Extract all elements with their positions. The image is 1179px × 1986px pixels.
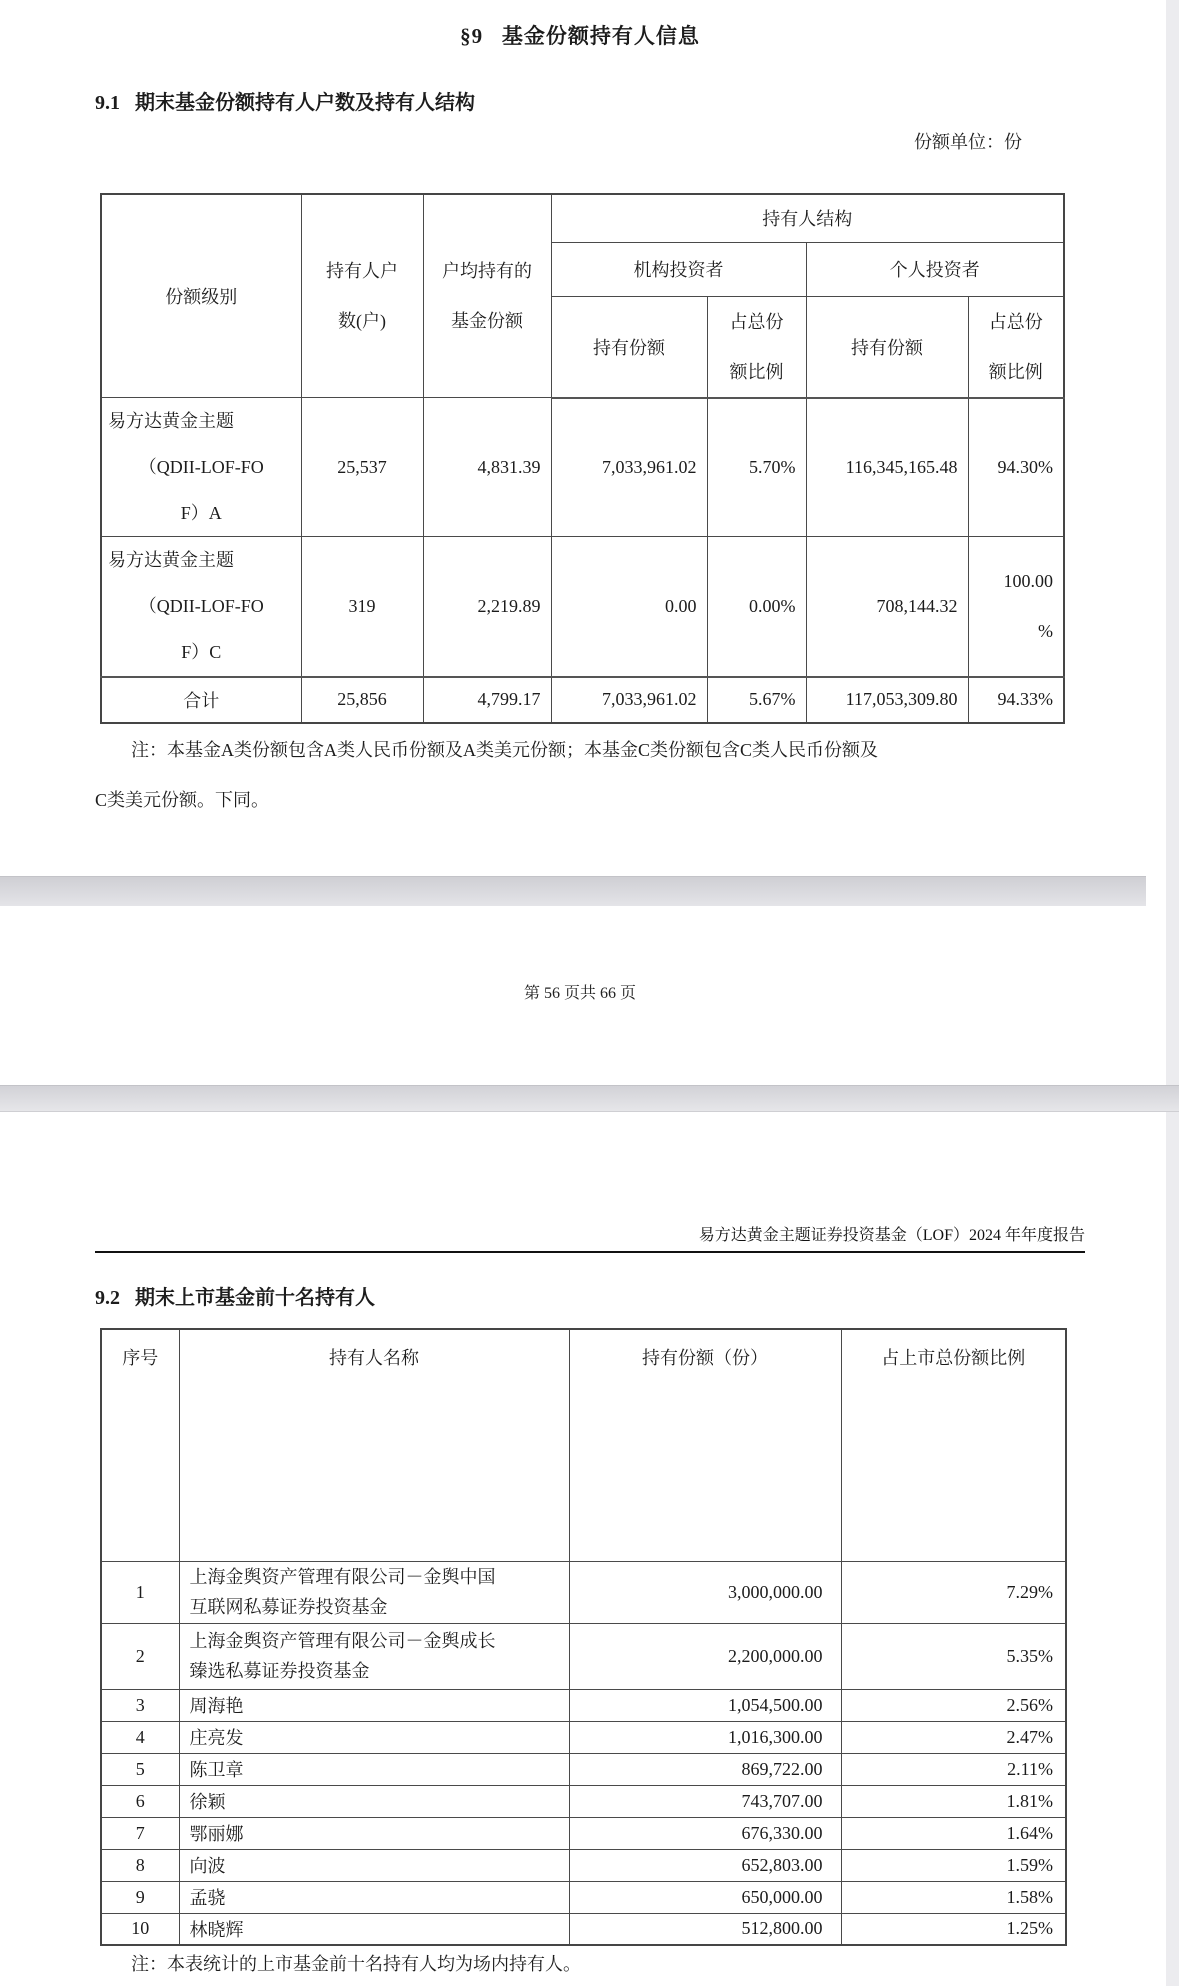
cell-total-ind-shares: 117,053,309.80 (806, 677, 968, 723)
cell-ind-pct-a: 94.30% (968, 398, 1064, 537)
unit-label: 份额单位：份 (914, 132, 1022, 152)
cell-shares: 650,000.00 (569, 1881, 841, 1913)
holder-name-line: 臻选私募证券投资基金 (189, 1661, 370, 1681)
table-row (101, 1721, 1066, 1753)
header-ind-pct-line1: 占总份 (988, 311, 1043, 332)
table-note-line1: 注：本基金A类份额包含A类人民币份额及A类美元份额；本基金C类份额包含C类人民币份额及 (131, 740, 879, 760)
cell-pct: 1.64% (841, 1817, 1066, 1849)
page-gap-band (0, 876, 1146, 906)
cell-holder-name: 鄂丽娜 (179, 1817, 569, 1849)
header-pct-of-listed: 占上市总份额比例 (841, 1329, 1066, 1561)
header-holder-count-line2: 数(户) (338, 311, 386, 331)
section-9-2-heading: 9.2 期末上市基金前十名持有人 (95, 1287, 375, 1309)
share-class-line: 易方达黄金主题 (108, 411, 234, 431)
cell-holder-name: 林晓辉 (179, 1913, 569, 1945)
cell-pct: 2.56% (841, 1689, 1066, 1721)
header-individual: 个人投资者 (806, 242, 1064, 296)
cell-avg-c: 2,219.89 (423, 537, 551, 677)
table-row (101, 1623, 1066, 1689)
cell-total-avg: 4,799.17 (423, 677, 551, 723)
cell-total-label: 合计 (101, 677, 301, 723)
cell-shares: 1,054,500.00 (569, 1689, 841, 1721)
page-gap-band (0, 1085, 1179, 1112)
cell-shares: 743,707.00 (569, 1785, 841, 1817)
cell-holders-c: 319 (301, 537, 423, 677)
pct-line: % (1038, 621, 1053, 642)
cell-inst-shares-c: 0.00 (551, 537, 707, 677)
cell-pct: 1.58% (841, 1881, 1066, 1913)
cell-pct: 7.29% (841, 1561, 1066, 1623)
header-holder-count-line1: 持有人户 (326, 261, 398, 281)
cell-inst-pct-a: 5.70% (707, 398, 806, 537)
header-institutional: 机构投资者 (551, 242, 806, 296)
table-header-row (101, 194, 1064, 242)
table-header-row (101, 1329, 1066, 1561)
cell-rank: 1 (101, 1561, 179, 1623)
report-header-title: 易方达黄金主题证券投资基金（LOF）2024 年年度报告 (698, 1227, 1085, 1244)
cell-ind-shares-a: 116,345,165.48 (806, 398, 968, 537)
table-row (101, 1689, 1066, 1721)
pct-line: 100.00 (1003, 571, 1053, 592)
share-class-line: F）A (180, 503, 222, 523)
header-ind-pct-line2: 额比例 (988, 361, 1043, 382)
cell-pct: 2.47% (841, 1721, 1066, 1753)
cell-rank: 2 (101, 1623, 179, 1689)
cell-holder-name (179, 1623, 569, 1689)
cell-holder-name: 周海艳 (179, 1689, 569, 1721)
cell-inst-shares-a: 7,033,961.02 (551, 398, 707, 537)
scrollbar-track[interactable] (1166, 0, 1179, 1986)
header-avg-shares (423, 194, 551, 398)
cell-holder-name (179, 1561, 569, 1623)
chapter-title: §9 基金份额持有人信息 (460, 24, 700, 48)
cell-share-class-a (101, 398, 301, 537)
cell-holder-name: 徐颖 (179, 1785, 569, 1817)
table-note-line2: C类美元份额。下同。 (95, 790, 270, 810)
cell-rank: 3 (101, 1689, 179, 1721)
top-holders-table (100, 1328, 1067, 1946)
total-row (101, 677, 1064, 723)
share-class-line: F）C (181, 642, 222, 663)
cell-ind-pct-c (968, 537, 1064, 677)
cell-rank: 6 (101, 1785, 179, 1817)
cell-inst-pct-c: 0.00% (707, 537, 806, 677)
cell-avg-a: 4,831.39 (423, 398, 551, 537)
cell-shares: 1,016,300.00 (569, 1721, 841, 1753)
table-row (101, 1849, 1066, 1881)
cell-rank: 10 (101, 1913, 179, 1945)
table2-note: 注：本表统计的上市基金前十名持有人均为场内持有人。 (131, 1954, 581, 1974)
cell-holder-name: 陈卫章 (179, 1753, 569, 1785)
table-row (101, 1561, 1066, 1623)
cell-holder-name: 庄亮发 (179, 1721, 569, 1753)
cell-shares: 869,722.00 (569, 1753, 841, 1785)
cell-pct: 1.59% (841, 1849, 1066, 1881)
holder-structure-table (100, 193, 1065, 724)
cell-rank: 5 (101, 1753, 179, 1785)
table-row (101, 1817, 1066, 1849)
share-class-line: （QDII-LOF-FO (138, 596, 264, 617)
cell-rank: 4 (101, 1721, 179, 1753)
cell-pct: 1.81% (841, 1785, 1066, 1817)
table-row (101, 1913, 1066, 1945)
header-inst-pct-line2: 额比例 (729, 361, 784, 382)
header-share-class: 份额级别 (101, 194, 301, 398)
cell-shares: 2,200,000.00 (569, 1623, 841, 1689)
cell-share-class-c (101, 537, 301, 677)
header-holder-structure: 持有人结构 (551, 194, 1064, 242)
cell-shares: 512,800.00 (569, 1913, 841, 1945)
holder-name-line: 上海金舆资产管理有限公司－金舆成长 (189, 1631, 496, 1651)
table-row (101, 1881, 1066, 1913)
cell-shares: 652,803.00 (569, 1849, 841, 1881)
share-class-line: 易方达黄金主题 (108, 550, 234, 571)
cell-total-inst-shares: 7,033,961.02 (551, 677, 707, 723)
cell-holder-name: 向波 (179, 1849, 569, 1881)
header-shares-held: 持有份额（份） (569, 1329, 841, 1561)
cell-pct: 2.11% (841, 1753, 1066, 1785)
table-row (101, 398, 1064, 537)
header-inst-pct-line1: 占总份 (729, 311, 784, 332)
header-inst-shares: 持有份额 (551, 296, 707, 398)
header-ind-pct (968, 296, 1064, 398)
cell-total-holders: 25,856 (301, 677, 423, 723)
section-9-1-heading: 9.1 期末基金份额持有人户数及持有人结构 (95, 92, 475, 114)
header-inst-pct (707, 296, 806, 398)
share-class-line: （QDII-LOF-FO (138, 457, 264, 477)
table-row (101, 537, 1064, 677)
cell-total-inst-pct: 5.67% (707, 677, 806, 723)
cell-pct: 1.25% (841, 1913, 1066, 1945)
cell-rank: 7 (101, 1817, 179, 1849)
header-holder-name: 持有人名称 (179, 1329, 569, 1561)
holder-name-line: 互联网私募证券投资基金 (189, 1597, 388, 1617)
header-rank: 序号 (101, 1329, 179, 1561)
cell-rank: 8 (101, 1849, 179, 1881)
header-holder-count (301, 194, 423, 398)
header-ind-shares: 持有份额 (806, 296, 968, 398)
cell-holder-name: 孟骁 (179, 1881, 569, 1913)
table-row (101, 1753, 1066, 1785)
cell-shares: 3,000,000.00 (569, 1561, 841, 1623)
header-avg-shares-line1: 户均持有的 (442, 261, 532, 281)
cell-shares: 676,330.00 (569, 1817, 841, 1849)
cell-holders-a: 25,537 (301, 398, 423, 537)
header-rule (95, 1251, 1085, 1253)
table-row (101, 1785, 1066, 1817)
holder-name-line: 上海金舆资产管理有限公司－金舆中国 (189, 1567, 496, 1587)
cell-rank: 9 (101, 1881, 179, 1913)
page-number-footer: 第 56 页共 66 页 (523, 985, 636, 1002)
cell-total-ind-pct: 94.33% (968, 677, 1064, 723)
cell-pct: 5.35% (841, 1623, 1066, 1689)
header-avg-shares-line2: 基金份额 (451, 311, 523, 331)
cell-ind-shares-c: 708,144.32 (806, 537, 968, 677)
